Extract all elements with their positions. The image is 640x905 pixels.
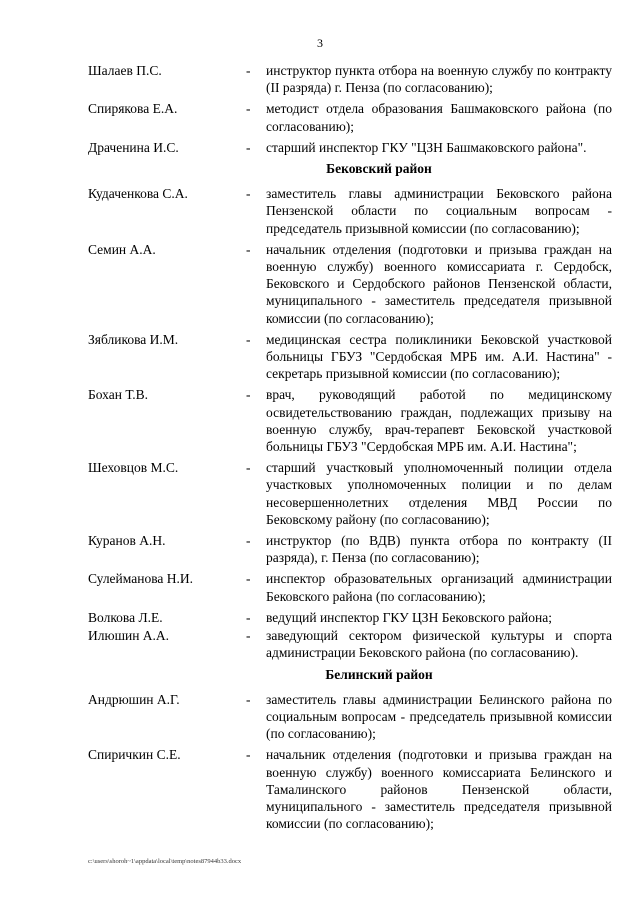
member-position: методист отдела образования Башмаковского района (по согласованию); [266, 101, 612, 134]
dash: - [246, 460, 251, 476]
member-position: инспектор образовательных организаций администрации Бековского района (по согласованию); [266, 571, 612, 604]
member-name: Бохан Т.В. [88, 387, 148, 403]
member-position: старший инспектор ГКУ "ЦЗН Башмаковского района". [266, 139, 587, 155]
list-item [88, 185, 612, 237]
member-position: заведующий сектором физической культуры и спорта администрации Бековского района (по согласованию). [266, 628, 612, 661]
list-item [88, 570, 612, 604]
member-name: Драченина И.С. [88, 139, 179, 155]
member-name: Семин А.А. [88, 241, 156, 257]
dash: - [246, 63, 251, 78]
member-name: Зябликова И.М. [88, 331, 179, 347]
file-path-footer: c:\users\shoroh~1\appdata\local\temp\notes87944b33.docx [88, 858, 242, 865]
member-name: Сулейманова Н.И. [88, 571, 194, 587]
list-item [88, 609, 612, 626]
dash: - [246, 609, 251, 625]
member-position: старший участковый уполномоченный полиции отдела участковых уполномоченных полиции и по делам несовершеннолетних отделения МВД России по Бековскому району (по согласованию); [266, 460, 612, 527]
member-position: заместитель главы администрации Бековского района Пензенской области по социальным вопросам - председатель призывной комиссии (по согласованию); [266, 186, 612, 236]
dash: - [246, 387, 251, 403]
dash: - [246, 747, 251, 763]
member-position: заместитель главы администрации Белинского района по социальным вопросам - председатель призывной комиссии (по согласованию); [266, 691, 612, 742]
member-name: Волкова Л.Е. [88, 609, 163, 625]
member-position: начальник отделения (подготовки и призыва граждан на военную службу) военного комиссариата Белинского и Тамалинского районов Пензенской области, муниципального - заместитель председателя призывной комиссии (по согласованию); [266, 747, 612, 832]
list-item [88, 459, 612, 528]
list-item [88, 139, 612, 156]
list-item [88, 241, 612, 327]
dash: - [246, 241, 251, 257]
member-name: Спиричкин С.Е. [88, 747, 181, 763]
member-name: Андрюшин А.Г. [88, 691, 180, 707]
member-position: ведущий инспектор ГКУ ЦЗН Бековского района; [266, 609, 552, 625]
member-name: Шалаев П.С. [88, 63, 162, 78]
member-position: медицинская сестра поликлиники Бековской участковой больницы ГБУЗ "Сердобская МРБ им. А.И. Настина" - секретарь призывной комиссии (по согласованию); [266, 331, 612, 382]
dash: - [246, 533, 251, 549]
member-name: Илюшин А.А. [88, 628, 170, 644]
member-position: начальник отделения (подготовки и призыва граждан на военную службу) военного комиссариата г. Сердобск, Бековского и Сердобского районов Пензенской области, муниципального - заместитель председателя призывной комиссии (по согласованию); [266, 241, 612, 326]
list-item [88, 100, 612, 134]
dash: - [246, 628, 251, 644]
member-name: Кудаченкова С.А. [88, 186, 188, 202]
list-item [88, 746, 612, 832]
dash: - [246, 101, 251, 117]
section-heading: Бековский район [326, 161, 432, 177]
dash: - [246, 691, 251, 707]
dash: - [246, 186, 251, 202]
list-item [88, 691, 612, 743]
member-name: Спирякова Е.А. [88, 101, 178, 117]
member-position: врач, руководящий работой по медицинскому освидетельствованию граждан, подлежащих призыву на военную службу, врач-терапевт Бековской участковой больницы ГБУЗ "Сердобская МРБ им. А.И. Настина"; [266, 387, 612, 455]
list-item [88, 532, 612, 566]
commission-list [88, 62, 612, 832]
member-name: Куранов А.Н. [88, 533, 166, 549]
section-heading: Белинский район [325, 666, 433, 682]
member-position: инструктор (по ВДВ) пункта отбора по контракту (II разряда), г. Пенза (по согласованию); [266, 533, 612, 566]
dash: - [246, 571, 251, 587]
member-name: Шеховцов М.С. [88, 460, 179, 476]
member-position: инструктор пункта отбора на военную службу по контракту (II разряда) г. Пенза (по согласованию); [266, 63, 612, 96]
list-item [88, 386, 612, 455]
list-item [88, 62, 612, 96]
list-item [88, 331, 612, 383]
list-item [88, 627, 612, 661]
dash: - [246, 139, 251, 155]
page-number: 3 [317, 36, 323, 50]
dash: - [246, 331, 251, 347]
